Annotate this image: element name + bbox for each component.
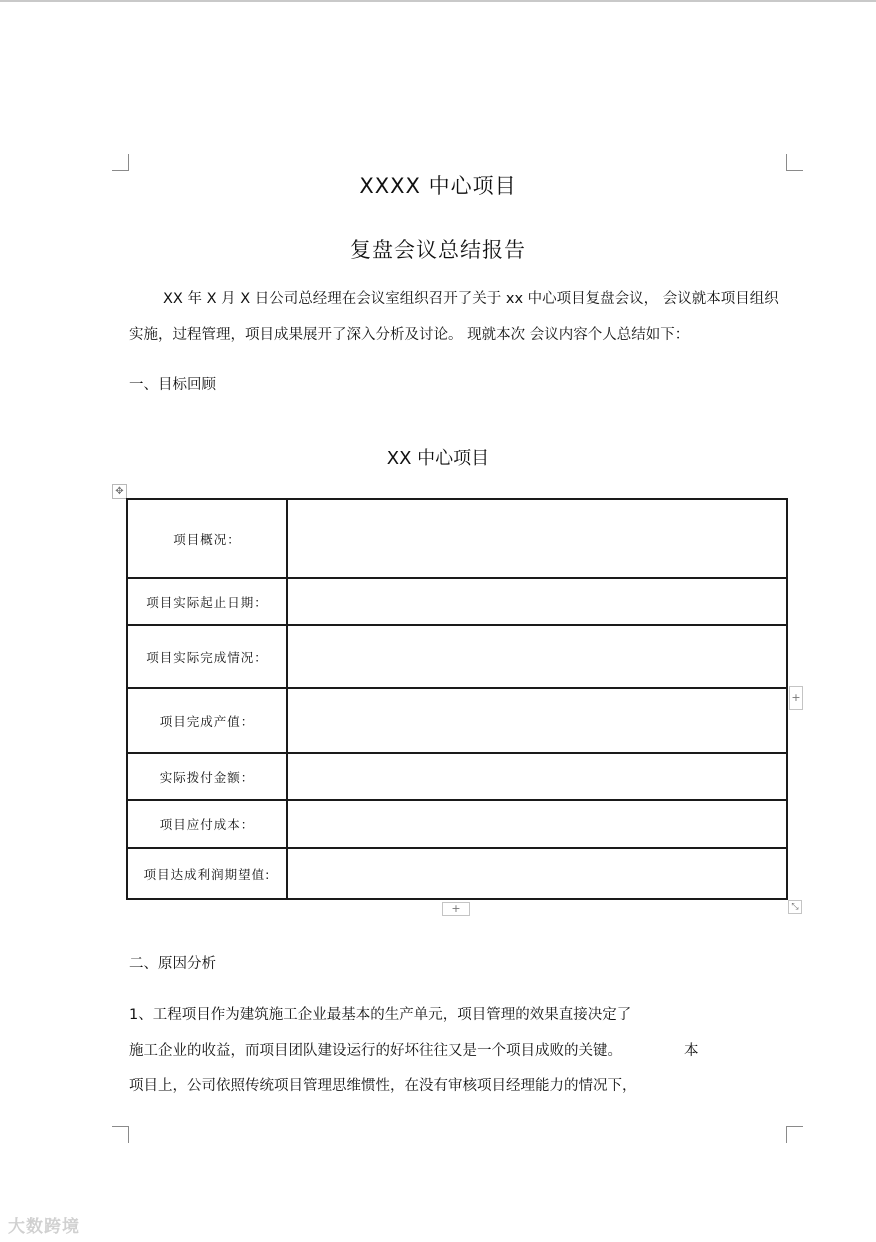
row-label-expected-profit: 项目达成利润期望值: <box>127 848 287 899</box>
add-column-button[interactable]: + <box>789 686 803 710</box>
row-value-expected-profit[interactable] <box>287 848 787 899</box>
add-row-button[interactable]: + <box>442 902 470 916</box>
table-row <box>127 578 787 625</box>
table-move-handle-icon[interactable]: ✥ <box>112 484 127 499</box>
row-value-output-value[interactable] <box>287 688 787 753</box>
table-row <box>127 848 787 899</box>
watermark-logo: 大数跨境 <box>8 1217 80 1237</box>
row-value-completion-status[interactable] <box>287 625 787 688</box>
table-row <box>127 499 787 578</box>
row-label-disbursed-amount: 实际拨付金额： <box>127 753 287 800</box>
document-title: XXXX 中心项目 <box>359 174 517 198</box>
row-value-disbursed-amount[interactable] <box>287 753 787 800</box>
table-row <box>127 753 787 800</box>
table-row <box>127 625 787 688</box>
row-label-overview: 项目概况： <box>127 499 287 578</box>
analysis-line: 项目上，公司依照传统项目管理思维惯性，在没有审核项目经理能力的情况下， <box>129 1078 637 1094</box>
analysis-line-tail: 本 <box>684 1043 699 1059</box>
row-label-payable-cost: 项目应付成本： <box>127 800 287 848</box>
document-subtitle: 复盘会议总结报告 <box>350 238 526 262</box>
row-value-overview[interactable] <box>287 499 787 578</box>
analysis-line <box>129 1039 699 1060</box>
margin-corner-top-left <box>112 154 129 171</box>
row-label-output-value: 项目完成产值： <box>127 688 287 753</box>
intro-paragraph: XX 年 X 月 X 日公司总经理在会议室组织召开了关于 xx 中心项目复盘会议， 会议就本项目组织实施，过程管理，项目成果展开了深入分析及讨论。 现就本次 会议内容个人总结如下： <box>129 291 779 343</box>
section-heading-goal-review: 一、目标回顾 <box>129 377 216 393</box>
table-row <box>127 688 787 753</box>
table-title: XX 中心项目 <box>386 448 490 469</box>
table-resize-handle-icon[interactable]: ⤡ <box>788 900 802 914</box>
margin-corner-top-right <box>786 154 803 171</box>
analysis-line: 1、工程项目作为建筑施工企业最基本的生产单元，项目管理的效果直接决定了 <box>129 1007 632 1023</box>
window-top-border <box>0 0 876 2</box>
section-heading-cause-analysis: 二、原因分析 <box>129 956 216 972</box>
table-row <box>127 800 787 848</box>
project-summary-table <box>126 498 788 900</box>
row-value-actual-dates[interactable] <box>287 578 787 625</box>
margin-corner-bottom-right <box>786 1126 803 1143</box>
row-label-completion-status: 项目实际完成情况： <box>127 625 287 688</box>
analysis-line-text: 施工企业的收益，而项目团队建设运行的好坏往往又是一个项目成败的关键。 <box>129 1043 622 1059</box>
row-value-payable-cost[interactable] <box>287 800 787 848</box>
margin-corner-bottom-left <box>112 1126 129 1143</box>
row-label-actual-dates: 项目实际起止日期： <box>127 578 287 625</box>
